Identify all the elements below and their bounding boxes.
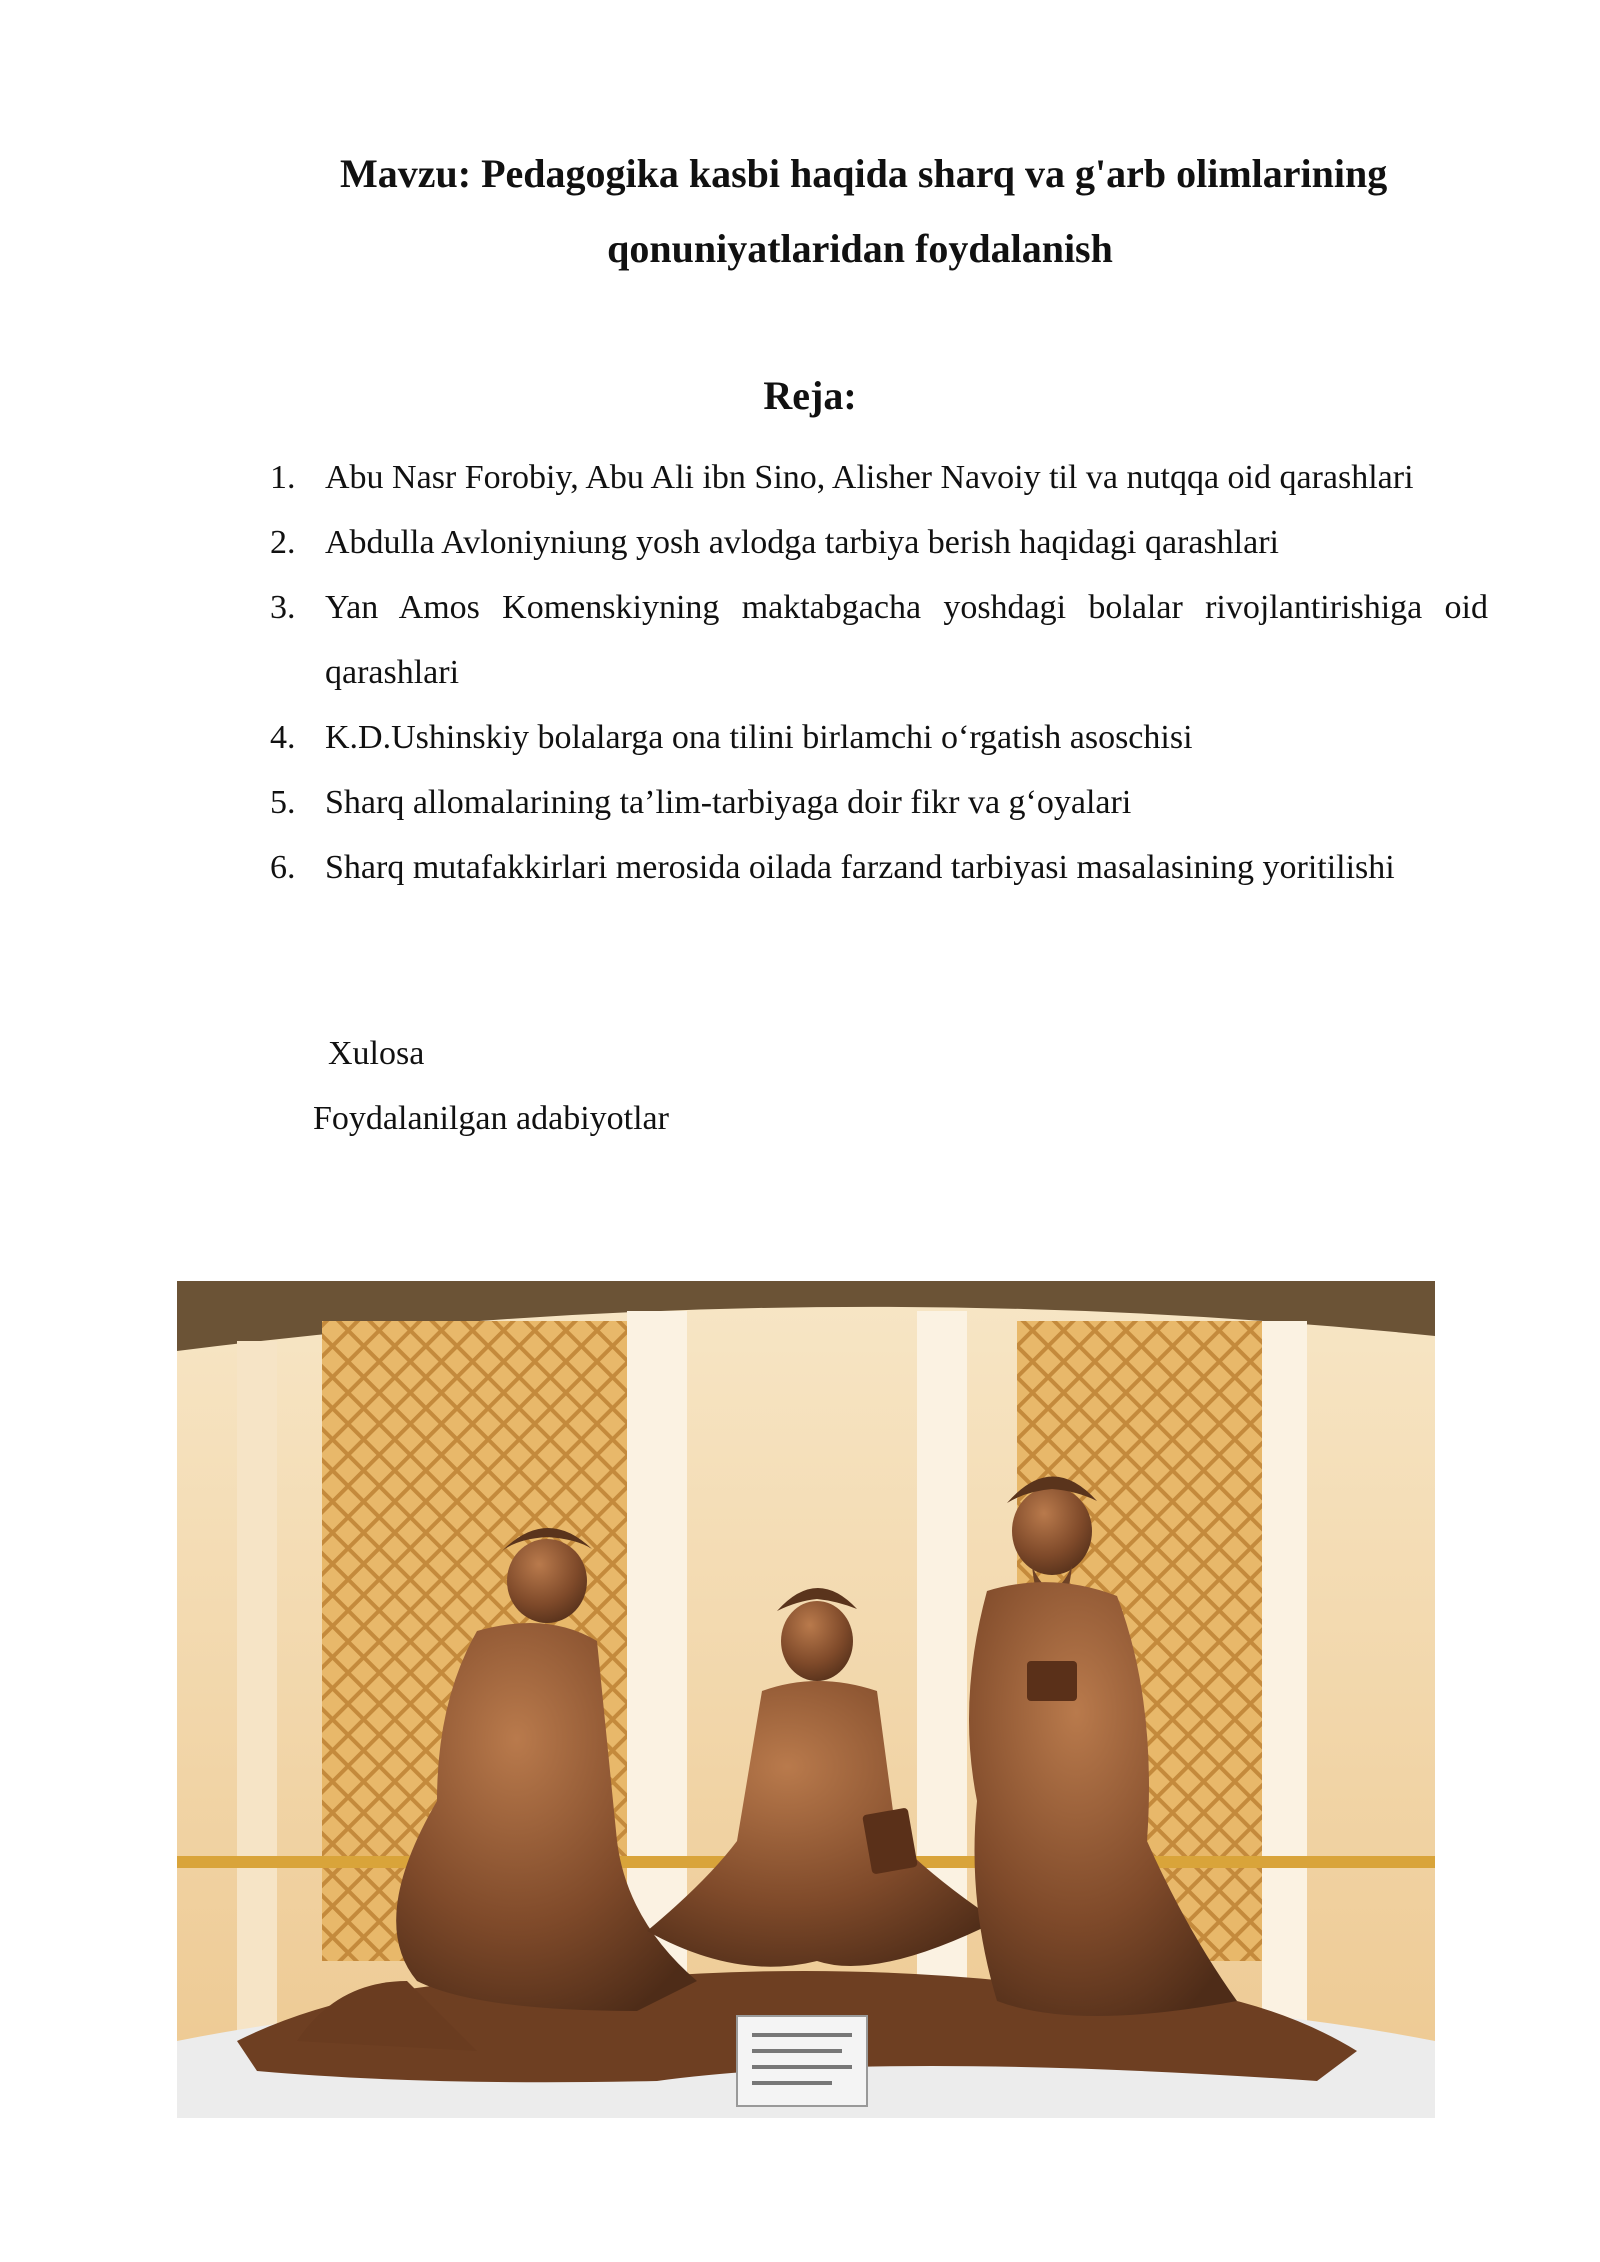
plan-item-text: Abu Nasr Forobiy, Abu Ali ibn Sino, Alisher Navoiy til va nutqqa oid qarashlari <box>325 459 1414 496</box>
plan-item-number: 2. <box>270 524 296 561</box>
plan-item <box>270 575 1488 705</box>
plan-item-text: K.D.Ushinskiy bolalarga ona tilini birlamchi o‘rgatish asoschisi <box>325 719 1193 756</box>
references-label: Foydalanilgan adabiyotlar <box>313 1100 669 1137</box>
plan-item <box>270 770 1488 835</box>
plan-item-text: Sharq allomalarining ta’lim-tarbiyaga doir fikr va g‘oyalari <box>325 784 1132 821</box>
plan-list <box>270 445 1488 900</box>
plan-item-number: 1. <box>270 459 296 496</box>
document-title-line-2: qonuniyatlaridan foydalanish <box>607 226 1113 271</box>
plan-item-number: 4. <box>270 719 296 756</box>
document-title-line-1: Mavzu: Pedagogika kasbi haqida sharq va g'arb olimlarining <box>340 151 1388 196</box>
plan-item-text: Yan Amos Komenskiyning maktabgacha yoshdagi bolalar rivojlantirishiga oid qarashlari <box>325 589 1488 691</box>
plan-item <box>270 705 1488 770</box>
plan-item <box>270 445 1488 510</box>
plan-item-text: Sharq mutafakkirlari merosida oilada farzand tarbiyasi masalasining yoritilishi <box>325 849 1395 886</box>
statue-photo <box>177 1281 1435 2118</box>
photo-column <box>1262 1321 1307 2041</box>
plan-item-text: Abdulla Avloniyniung yosh avlodga tarbiya berish haqidagi qarashlari <box>325 524 1279 561</box>
conclusion-label: Xulosa <box>328 1035 425 1072</box>
plan-item-number: 3. <box>270 589 296 626</box>
photo-column <box>237 1341 277 2061</box>
photo-plaque <box>737 2016 867 2106</box>
plan-item <box>270 510 1488 575</box>
plan-item <box>270 835 1488 900</box>
plan-item-number: 5. <box>270 784 296 821</box>
plan-heading: Reja: <box>763 373 857 418</box>
plan-item-number: 6. <box>270 849 296 886</box>
